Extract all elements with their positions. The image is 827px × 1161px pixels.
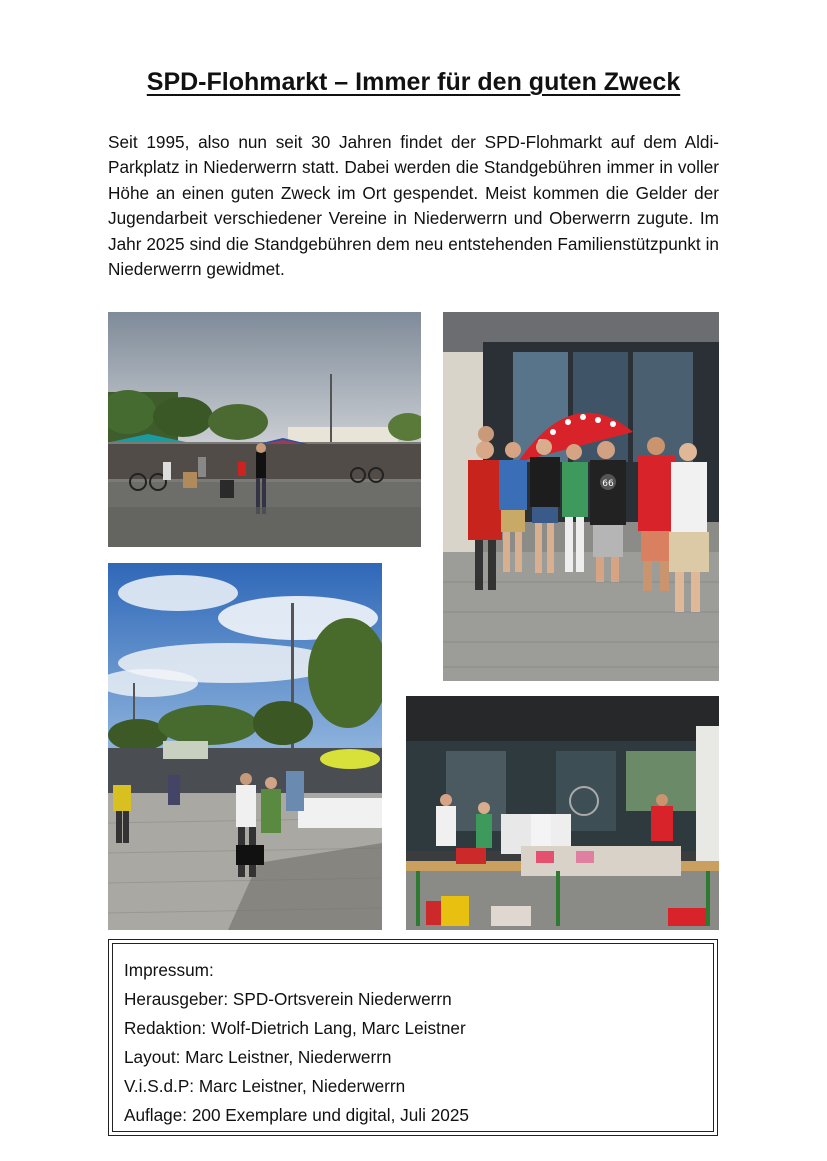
photo-market-overview <box>108 312 421 547</box>
photo-market-lane <box>108 563 382 930</box>
impressum-heading: Impressum: <box>124 960 214 980</box>
page-title: SPD-Flohmarkt – Immer für den guten Zweck <box>146 68 681 96</box>
photo-group-umbrella <box>443 312 719 681</box>
impressum-edition: Auflage: 200 Exemplare und digital, Juli 2025 <box>124 1105 469 1125</box>
impressum-layout: Layout: Marc Leistner, Niederwerrn <box>124 1047 392 1067</box>
photo-sales-tables <box>406 696 719 930</box>
impressum-editors: Redaktion: Wolf-Dietrich Lang, Marc Leistner <box>124 1018 466 1038</box>
route-66-print: 66 <box>602 479 614 489</box>
impressum-box <box>108 939 718 1136</box>
impressum-publisher: Herausgeber: SPD-Ortsverein Niederwerrn <box>124 989 452 1009</box>
impressum-inner-frame <box>112 943 714 1132</box>
impressum-responsible: V.i.S.d.P: Marc Leistner, Niederwerrn <box>124 1076 406 1096</box>
intro-paragraph: Seit 1995, also nun seit 30 Jahren findet der SPD-Flohmarkt auf dem Aldi-Parkplatz in Niederwerrn statt. Dabei werden die Standgebühren immer in voller Höhe an einen guten Zweck im Ort gespendet. Meist kommen die Gelder der Jugendarbeit verschiedener Vereine in Niederwerrn und Oberwerrn zugute. Im Jahr 2025 sind die Standgebühren dem neu entstehenden Familienstützpunkt in Niederwerrn gewidmet. <box>108 132 719 280</box>
